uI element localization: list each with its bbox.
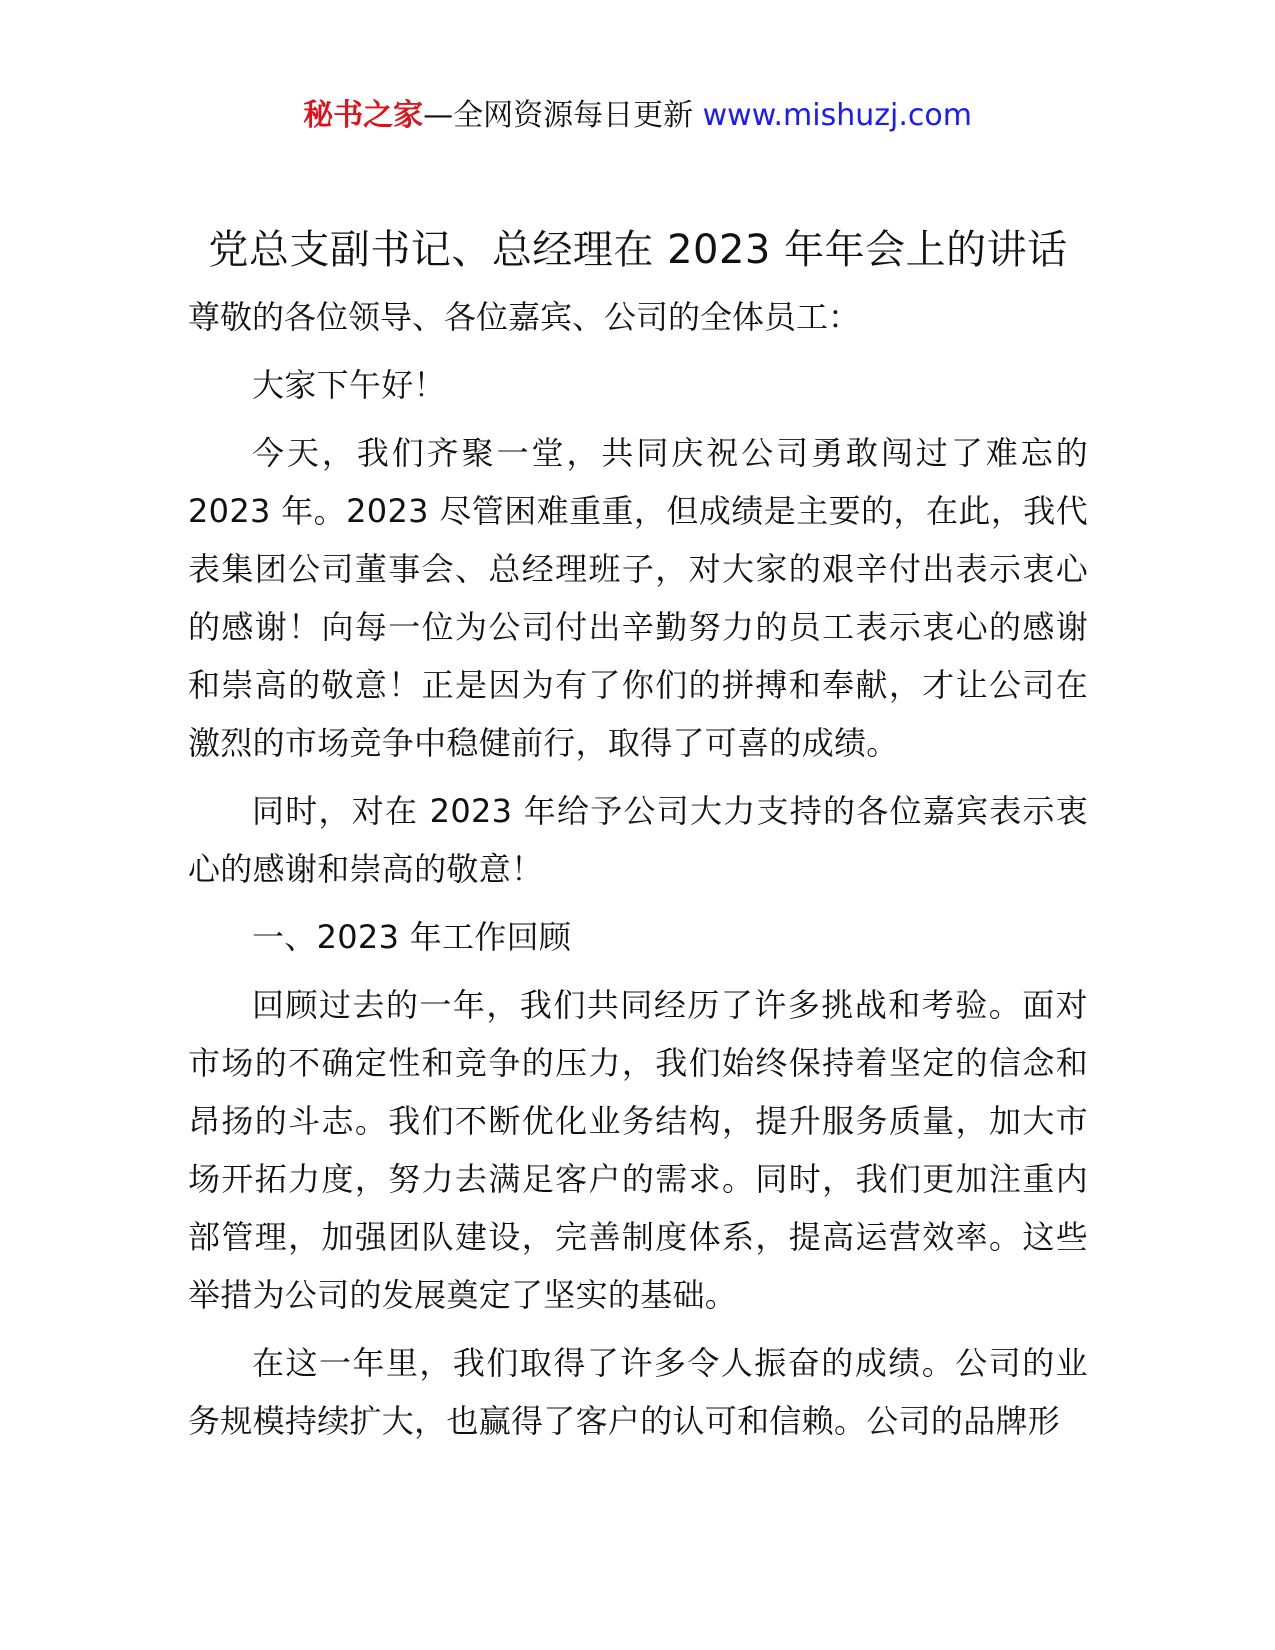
salutation: 尊敬的各位领导、各位嘉宾、公司的全体员工： [188, 298, 861, 336]
site-url-link[interactable]: www.mishuzj.com [702, 98, 972, 133]
brand-name: 秘书之家 [303, 98, 424, 133]
site-header [0, 96, 1275, 136]
paragraph-review: 回顾过去的一年，我们共同经历了许多挑战和考验。面对市场的不确定性和竞争的压力，我们始终保持着坚定的信念和昂扬的斗志。我们不断优化业务结构，提升服务质量，加大市场开拓力度，努力去满足客户的需求。同时，我们更加注重内部管理，加强团队建设，完善制度体系，提高运营效率。这些举措为公司的发展奠定了坚实的基础。 [188, 986, 1088, 1314]
document-page [188, 222, 1088, 1460]
section-heading-review: 一、2023 年工作回顾 [252, 918, 572, 956]
header-tagline: —全网资源每日更新 [423, 98, 694, 133]
paragraph-achievements: 在这一年里，我们取得了许多令人振奋的成绩。公司的业务规模持续扩大，也赢得了客户的认可和信赖。公司的品牌形 [188, 1344, 1088, 1440]
paragraph-thanks-staff: 今天，我们齐聚一堂，共同庆祝公司勇敢闯过了难忘的 2023 年。2023 尽管困难重重，但成绩是主要的，在此，我代表集团公司董事会、总经理班子，对大家的艰辛付出表示衷心的感谢！向每一位为公司付出辛勤努力的员工表示衷心的感谢和崇高的敬意！正是因为有了你们的拼搏和奉献，才让公司在激烈的市场竞争中稳健前行，取得了可喜的成绩。 [188, 434, 1088, 762]
paragraph-greeting: 大家下午好！ [252, 366, 446, 404]
document-title: 党总支副书记、总经理在 2023 年年会上的讲话 [208, 227, 1068, 273]
paragraph-thanks-guests: 同时，对在 2023 年给予公司大力支持的各位嘉宾表示衷心的感谢和崇高的敬意！ [188, 792, 1088, 888]
